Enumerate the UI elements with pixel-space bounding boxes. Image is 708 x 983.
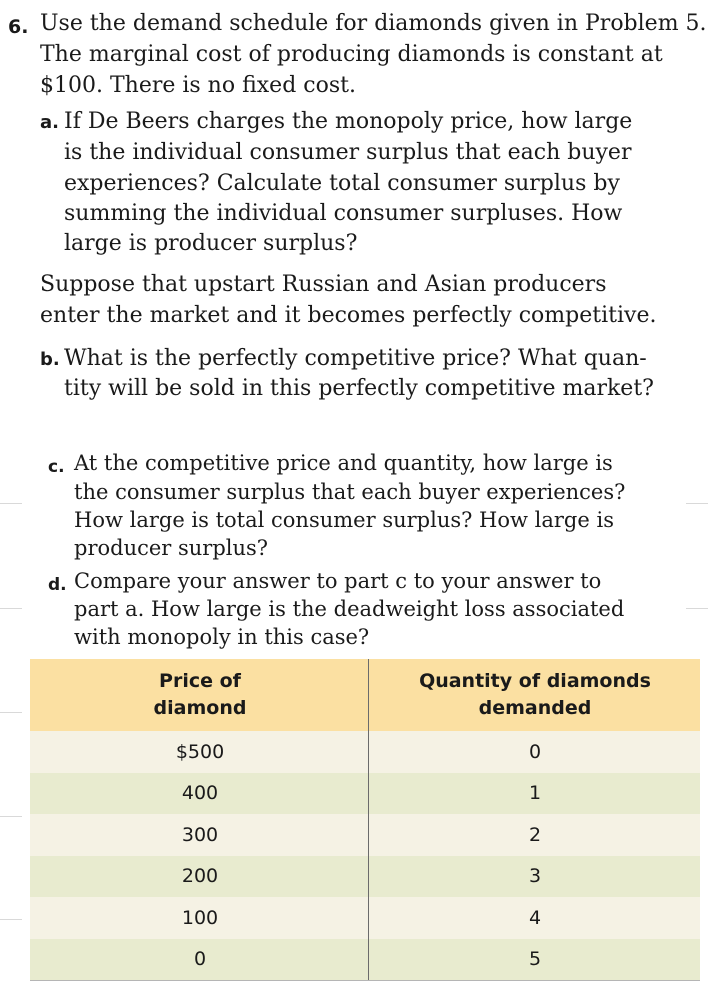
margin-mark	[0, 712, 22, 713]
part-d-line: with monopoly in this case?	[74, 625, 370, 649]
part-d-line: part a. How large is the deadweight loss associated	[74, 597, 625, 621]
margin-mark	[0, 608, 22, 609]
quantity-cell: 1	[528, 782, 542, 805]
column-divider	[368, 659, 369, 981]
price-cell: 100	[181, 906, 219, 929]
margin-mark	[0, 919, 22, 920]
quantity-cell: 3	[528, 865, 542, 888]
price-cell: 400	[181, 782, 219, 805]
header-price	[30, 668, 370, 722]
margin-mark	[0, 816, 22, 817]
quantity-cell: 5	[528, 948, 542, 971]
part-c-line: the consumer surplus that each buyer experiences?	[74, 480, 626, 504]
price-cell: 300	[181, 823, 219, 846]
suppose-line: enter the market and it becomes perfectly competitive.	[40, 303, 657, 328]
demand-schedule-table	[30, 659, 700, 980]
price-cell: 200	[181, 865, 219, 888]
margin-mark	[0, 503, 22, 504]
table-row	[30, 856, 700, 898]
table-row	[30, 897, 700, 939]
table-row	[30, 939, 700, 981]
problem-number: 6.	[8, 16, 29, 38]
table-row	[30, 731, 700, 773]
table-row	[30, 814, 700, 856]
margin-mark	[686, 503, 708, 504]
intro-line: $100. There is no fixed cost.	[40, 73, 356, 98]
quantity-cell: 0	[528, 740, 542, 763]
part-c-line: At the competitive price and quantity, how large is	[74, 451, 613, 475]
price-cell: 0	[193, 948, 207, 971]
quantity-cell: 2	[528, 823, 542, 846]
part-b-line: tity will be sold in this perfectly competitive market?	[64, 376, 654, 401]
table-row	[30, 773, 700, 815]
part-b-line: What is the perfectly competitive price? What quan-	[64, 346, 647, 371]
intro-line: The marginal cost of producing diamonds is constant at	[40, 42, 663, 67]
part-c-line: producer surplus?	[74, 536, 269, 560]
part-a-line: large is producer surplus?	[64, 231, 358, 256]
part-a-line: If De Beers charges the monopoly price, how large	[64, 109, 633, 134]
part-c-line: How large is total consumer surplus? How large is	[74, 508, 614, 532]
part-a-line: is the individual consumer surplus that each buyer	[64, 140, 632, 165]
table-bottom-rule	[30, 980, 700, 981]
part-c-label: c.	[48, 457, 65, 477]
header-price-line: diamond	[153, 697, 247, 719]
margin-mark	[686, 608, 708, 609]
part-b-label: b.	[40, 349, 60, 370]
part-d-line: Compare your answer to part c to your answer to	[74, 569, 602, 593]
intro-line: Use the demand schedule for diamonds given in Problem 5.	[40, 11, 707, 36]
price-cell: $500	[175, 740, 225, 763]
part-d-label: d.	[48, 575, 67, 595]
part-a-label: a.	[40, 112, 59, 133]
table-header-row	[30, 659, 700, 731]
header-quantity-line: demanded	[478, 697, 592, 719]
part-a-line: summing the individual consumer surpluses. How	[64, 201, 623, 226]
part-a-line: experiences? Calculate total consumer surplus by	[64, 171, 620, 196]
suppose-line: Suppose that upstart Russian and Asian producers	[40, 272, 607, 297]
header-quantity-line: Quantity of diamonds	[419, 670, 651, 692]
header-price-line: Price of	[159, 670, 241, 692]
quantity-cell: 4	[528, 906, 542, 929]
header-quantity	[370, 668, 700, 722]
